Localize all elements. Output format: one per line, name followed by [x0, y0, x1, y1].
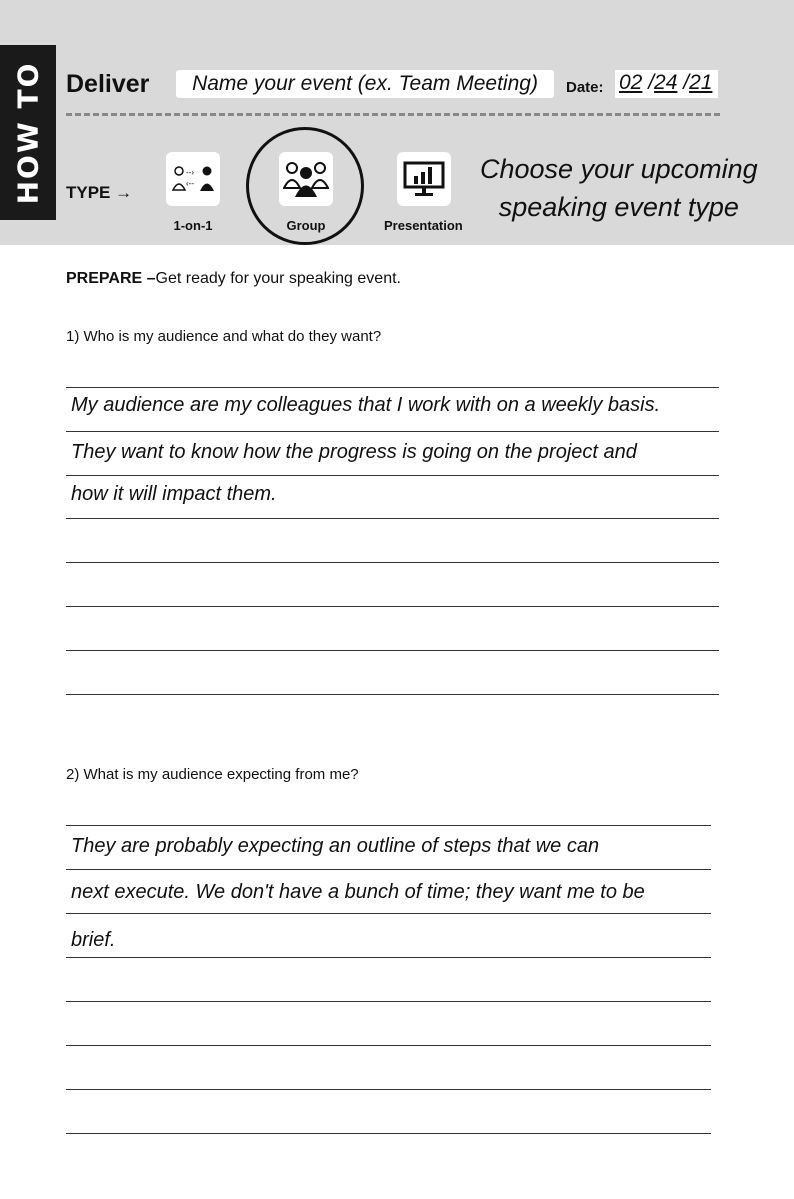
- answer-1-line: They want to know how the progress is going on the project and: [71, 441, 637, 463]
- page-title: Deliver: [66, 70, 150, 98]
- question-1: 1) Who is my audience and what do they want?: [66, 328, 382, 345]
- type-label-1on1: 1-on-1: [173, 218, 213, 233]
- divider: [66, 113, 720, 116]
- prepare-label: PREPARE –: [66, 270, 156, 287]
- answer-2-line: They are probably expecting an outline of steps that we can: [71, 835, 600, 857]
- date-label: Date:: [566, 79, 604, 96]
- group-icon[interactable]: [279, 152, 333, 206]
- answer-1-line: how it will impact them.: [71, 483, 277, 505]
- date-month: 02: [619, 71, 643, 94]
- prepare-text: Get ready for your speaking event.: [155, 270, 401, 287]
- date-day: 24: [654, 71, 678, 94]
- type-label-group: Group: [286, 218, 326, 233]
- question-2: 2) What is my audience expecting from me?: [66, 766, 359, 783]
- one-on-one-icon[interactable]: [166, 152, 220, 206]
- date-year: 21: [689, 71, 713, 94]
- type-label: TYPE →: [66, 183, 133, 202]
- prepare-heading: [66, 270, 401, 288]
- answer-1-line: My audience are my colleagues that I work with on a weekly basis.: [71, 394, 661, 416]
- date-field[interactable]: 02 /24 /21: [615, 70, 718, 98]
- choose-instruction: [480, 150, 758, 226]
- answer-2-line: next execute. We don't have a bunch of time; they want me to be: [71, 881, 645, 903]
- svg-text:--›: --›: [186, 168, 194, 177]
- answer-2-line: brief.: [71, 929, 116, 951]
- choose-line-1: Choose your upcoming: [480, 154, 758, 184]
- svg-text:‹--: ‹--: [186, 179, 194, 188]
- side-tab-label: HOW TO: [11, 61, 45, 205]
- side-tab: [0, 45, 56, 220]
- event-name-field[interactable]: Name your event (ex. Team Meeting): [176, 70, 554, 98]
- type-label-presentation: Presentation: [384, 218, 463, 233]
- choose-line-2: speaking event type: [498, 192, 739, 222]
- presentation-icon[interactable]: [397, 152, 451, 206]
